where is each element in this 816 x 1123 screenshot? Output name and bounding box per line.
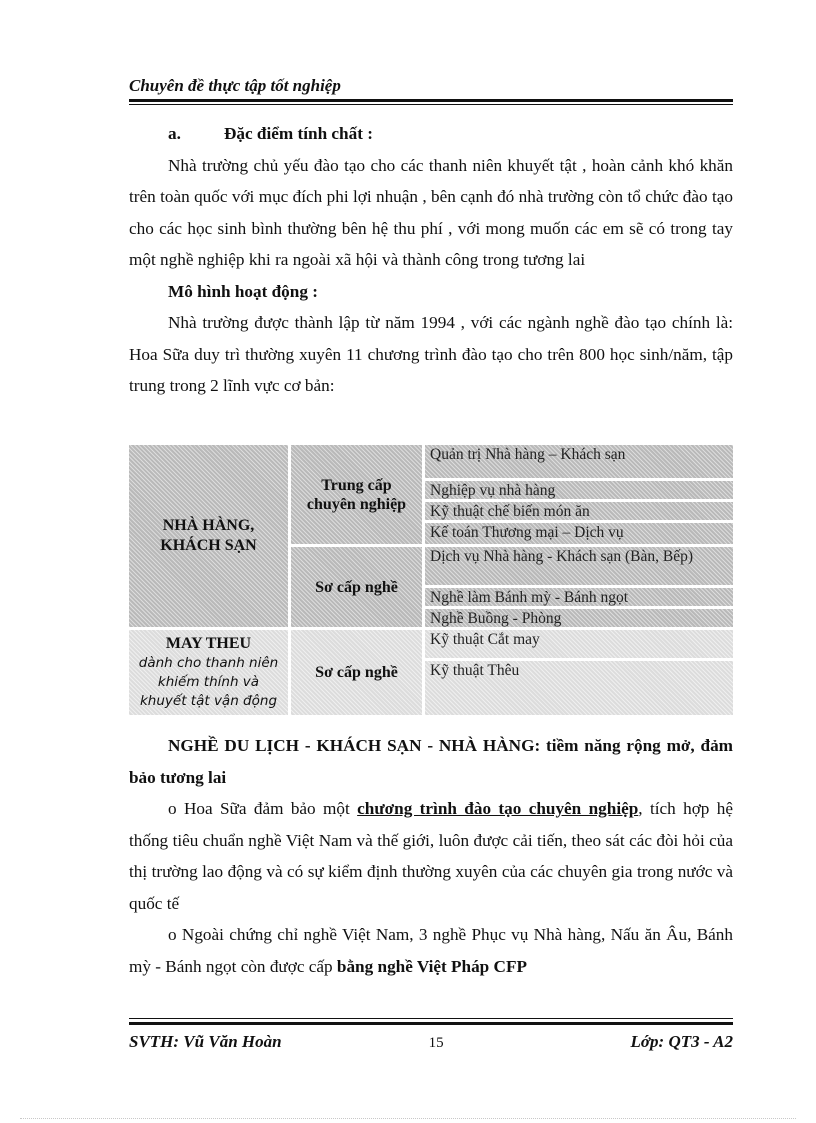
category-sewing-label: MAY THEU [165,635,252,652]
program-item: Quản trị Nhà hàng – Khách sạn [425,445,733,478]
table-category-hotel [129,445,288,627]
footer-rule-thin [129,1018,733,1019]
page-number: 15 [428,1035,444,1051]
header-rule-thick [129,99,733,102]
page-footer [129,1018,733,1052]
program-item: Kế toán Thương mại – Dịch vụ [425,523,733,544]
sub-elementary-2-label: Sơ cấp nghề [315,664,398,681]
program-item: Kỹ thuật Cắt may [425,630,733,658]
category-sewing-note: dành cho thanh niên khiếm thính và khuyết tật vận động [138,655,279,709]
table-sub-vocational-college [291,445,422,544]
category-hotel-label: NHÀ HÀNG, KHÁCH SẠN [160,517,257,554]
section-a-paragraph: Nhà trường chủ yếu đào tạo cho các thanh niên khuyết tật , hoàn cảnh khó khăn trên toàn quốc với mục đích phi lợi nhuận , bên cạnh đó nhà trường còn tổ chức đào tạo cho các học sinh bình thường bên hệ thu phí , với mong muốn các em sẽ có trong tay một nghề nghiệp khi ra ngoài xã hội và thành công trong tương lai [129,155,733,269]
sub-vocational-college-label: Trung cấp chuyên nghiệp [306,476,407,513]
bullet-2-text: Ngoài chứng chỉ nghề Việt Nam, 3 nghề Phục vụ Nhà hàng, Nấu ăn Âu, Bánh mỳ - Bánh ngọt còn được cấp [129,925,733,976]
table-category-sewing [129,630,288,715]
program-item: Kỹ thuật chế biến món ăn [425,502,733,520]
section-a-heading [129,118,733,150]
body-section-bottom [129,730,733,982]
bullet-1-text-end: , tích hợp hệ thống tiêu chuẩn nghề Việt Nam và thế giới, luôn được cải tiến, theo sát các đòi hỏi của thị trường lao động và có sự kiểm định thường xuyên của các chuyên gia trong nước và quốc tế [129,799,733,913]
page-header [129,76,733,105]
professional-program-link[interactable]: chương trình đào tạo chuyên nghiệp [357,799,639,818]
program-item: Kỹ thuật Thêu [425,661,733,715]
footer-rule-thick [129,1022,733,1025]
program-item: Dịch vụ Nhà hàng - Khách sạn (Bàn, Bếp) [425,547,733,585]
section-a-number: a. [168,124,181,143]
program-item: Nghiệp vụ nhà hàng [425,481,733,499]
model-paragraph: Nhà trường được thành lập từ năm 1994 , với các ngành nghề đào tạo chính là: Hoa Sữa duy trì thường xuyên 11 chương trình đào tạo cho trên 800 học sinh/năm, tập trung trong 2 lĩnh vực cơ bản: [129,313,733,395]
program-item: Nghề Buồng - Phòng [425,609,733,627]
footer-student: SVTH: Vũ Văn Hoàn [129,1032,282,1051]
cfp-certificate-text: bằng nghề Việt Pháp CFP [336,956,527,976]
header-title: Chuyên đề thực tập tốt nghiệp [129,76,341,95]
tourism-heading: NGHỀ DU LỊCH - KHÁCH SẠN - NHÀ HÀNG: tiềm năng rộng mở, đảm bảo tương lai [129,736,733,787]
footer-class: Lớp: QT3 - A2 [630,1032,733,1051]
page-bottom-divider [20,1118,796,1119]
table-sub-elementary-1 [291,547,422,627]
footer-row [129,1032,733,1052]
body-section-top [129,118,733,402]
sub-elementary-1-label: Sơ cấp nghề [315,578,398,596]
bullet-paragraph-2 [129,919,733,982]
header-rule-thin [129,104,733,105]
table-sub-elementary-2 [291,630,422,715]
program-item: Nghề làm Bánh mỳ - Bánh ngọt [425,588,733,606]
model-heading: Mô hình hoạt động : [168,281,318,301]
section-a-title: Đặc điểm tính chất : [224,124,373,143]
bullet-marker: o [168,799,177,818]
bullet-marker: o [168,925,177,944]
bullet-1-text-start: Hoa Sữa đảm bảo một [183,799,358,818]
training-table [129,445,733,715]
bullet-paragraph-1 [129,793,733,919]
